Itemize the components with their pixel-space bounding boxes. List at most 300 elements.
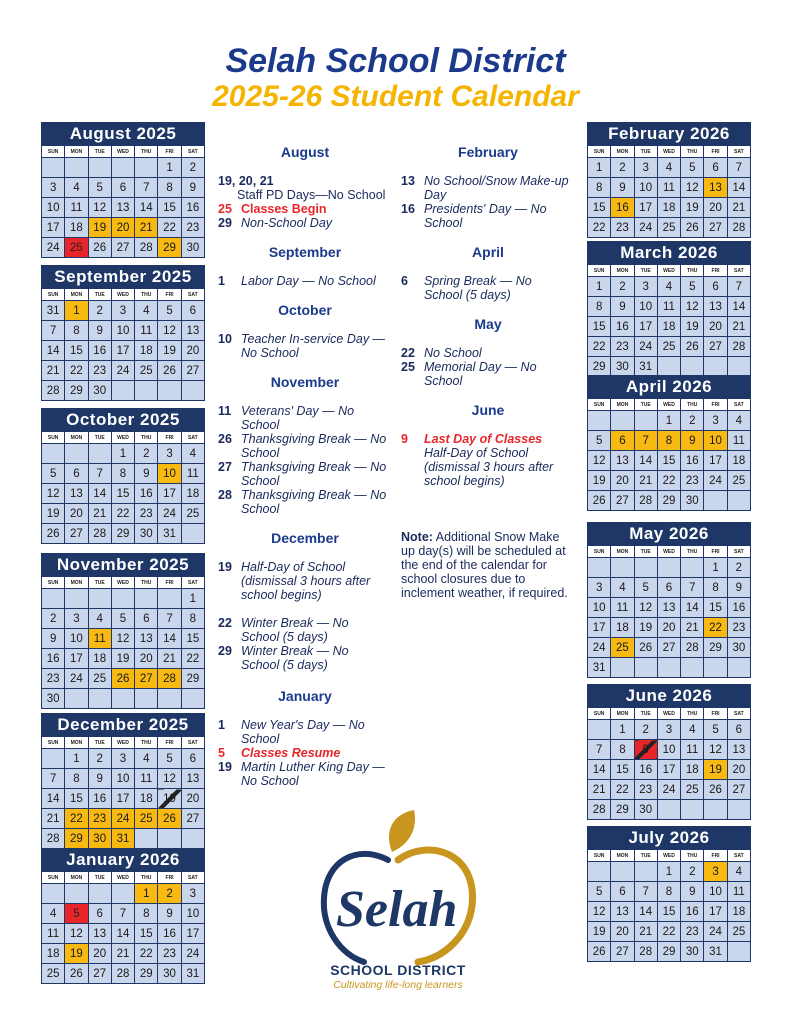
day-cell: 9 [727, 578, 750, 598]
day-cell: 30 [42, 689, 65, 709]
empty-day-cell [158, 381, 181, 401]
weekday-label: TUE [634, 708, 657, 720]
day-cell: 20 [88, 944, 111, 964]
day-cell: 27 [111, 238, 134, 258]
day-cell: 6 [727, 720, 750, 740]
empty-day-cell [88, 589, 111, 609]
empty-day-cell [65, 689, 88, 709]
day-cell: 19 [704, 760, 727, 780]
empty-day-cell [657, 558, 680, 578]
weekday-label: TUE [634, 265, 657, 277]
day-cell: 21 [158, 649, 181, 669]
section-october: October [278, 302, 332, 318]
day-cell: 12 [65, 924, 88, 944]
day-cell: 28 [588, 800, 611, 820]
week-row [588, 902, 751, 922]
day-cell: 4 [727, 411, 750, 431]
weekday-label: SUN [42, 432, 65, 444]
snow-makeup-note [401, 530, 573, 600]
day-cell: 28 [111, 964, 134, 984]
day-cell: 24 [704, 471, 727, 491]
weekday-label: SAT [727, 399, 750, 411]
empty-day-cell [727, 357, 750, 377]
weekday-label: SAT [181, 146, 204, 158]
day-cell: 12 [681, 178, 704, 198]
day-cell: 18 [135, 789, 158, 809]
day-cell: 17 [42, 218, 65, 238]
day-cell: 5 [158, 301, 181, 321]
day-cell: 29 [657, 942, 680, 962]
day-cell: 21 [135, 218, 158, 238]
day-cell: 24 [42, 238, 65, 258]
event-date: 9 [401, 432, 408, 446]
day-cell: 6 [657, 578, 680, 598]
day-cell: 17 [158, 484, 181, 504]
day-cell: 27 [611, 491, 634, 511]
week-row [588, 942, 751, 962]
week-row [42, 944, 205, 964]
month-grid [41, 871, 205, 984]
day-cell: 26 [42, 524, 65, 544]
day-cell: 7 [727, 158, 750, 178]
day-cell: 7 [88, 464, 111, 484]
section-august: August [280, 144, 330, 160]
weekday-label: TUE [88, 432, 111, 444]
weekday-row [42, 146, 205, 158]
weekday-label: WED [657, 850, 680, 862]
empty-day-cell [111, 158, 134, 178]
day-cell: 5 [588, 882, 611, 902]
day-cell: 21 [681, 618, 704, 638]
empty-day-cell [65, 884, 88, 904]
day-cell: 2 [681, 411, 704, 431]
event-thanksgiving-2 [218, 460, 390, 488]
month-header: September 2025 [41, 265, 205, 288]
day-cell: 11 [657, 178, 680, 198]
week-row [42, 629, 205, 649]
day-cell: 17 [634, 317, 657, 337]
empty-day-cell [681, 658, 704, 678]
event-thanksgiving-3 [218, 488, 390, 516]
event-text: Thanksgiving Break — No School [241, 488, 387, 516]
day-cell: 5 [704, 720, 727, 740]
empty-day-cell [588, 411, 611, 431]
event-text: Veterans' Day — No School [241, 404, 355, 432]
day-cell: 10 [704, 431, 727, 451]
day-cell: 22 [588, 218, 611, 238]
empty-day-cell [634, 862, 657, 882]
day-cell: 24 [181, 944, 204, 964]
weekday-label: SUN [42, 872, 65, 884]
day-cell: 30 [88, 829, 111, 849]
week-row [588, 618, 751, 638]
day-cell: 5 [65, 904, 88, 924]
empty-day-cell [727, 942, 750, 962]
day-cell: 27 [727, 780, 750, 800]
week-row [588, 471, 751, 491]
empty-day-cell [681, 800, 704, 820]
event-new-years [218, 718, 390, 746]
event-spring-break [401, 274, 573, 302]
event-text: Memorial Day — No School [424, 360, 537, 388]
day-cell: 21 [634, 471, 657, 491]
month-header: February 2026 [587, 122, 751, 145]
day-cell: 8 [657, 882, 680, 902]
weekday-label: FRI [704, 850, 727, 862]
empty-day-cell [42, 589, 65, 609]
weekday-row [42, 577, 205, 589]
weekday-label: MON [611, 546, 634, 558]
day-cell: 30 [88, 381, 111, 401]
empty-day-cell [657, 357, 680, 377]
empty-day-cell [588, 558, 611, 578]
empty-day-cell [681, 357, 704, 377]
day-cell: 3 [181, 884, 204, 904]
day-cell: 6 [65, 464, 88, 484]
month-calendar-december [41, 713, 205, 849]
day-cell: 7 [111, 904, 134, 924]
logo-tagline: Cultivating life-long learners [333, 979, 463, 991]
day-cell: 15 [135, 924, 158, 944]
day-cell: 28 [88, 524, 111, 544]
day-cell: 21 [42, 809, 65, 829]
day-cell: 25 [657, 218, 680, 238]
day-cell: 20 [181, 789, 204, 809]
day-cell: 11 [681, 740, 704, 760]
day-cell: 28 [42, 829, 65, 849]
weekday-row [42, 432, 205, 444]
weekday-label: FRI [158, 872, 181, 884]
empty-day-cell [704, 491, 727, 511]
event-presidents-day [401, 202, 573, 230]
empty-day-cell [588, 720, 611, 740]
day-cell: 3 [704, 862, 727, 882]
day-cell: 7 [135, 178, 158, 198]
day-cell: 2 [88, 749, 111, 769]
week-row [42, 964, 205, 984]
event-date: 19 [218, 760, 232, 774]
day-cell: 10 [42, 198, 65, 218]
day-cell: 12 [588, 902, 611, 922]
event-half-day-june [401, 446, 573, 488]
month-header: December 2025 [41, 713, 205, 736]
week-row [588, 922, 751, 942]
day-cell: 31 [704, 942, 727, 962]
day-cell: 9 [681, 882, 704, 902]
event-date: 25 [401, 360, 415, 374]
day-cell: 13 [111, 198, 134, 218]
weekday-label: WED [111, 289, 134, 301]
event-text: No School/Snow Make-up Day [424, 174, 569, 202]
week-row [42, 669, 205, 689]
empty-day-cell [181, 689, 204, 709]
day-cell: 14 [42, 341, 65, 361]
day-cell: 31 [588, 658, 611, 678]
month-grid [587, 545, 751, 678]
weekday-label: SUN [588, 399, 611, 411]
month-calendar-november [41, 553, 205, 709]
day-cell: 13 [611, 902, 634, 922]
day-cell: 13 [65, 484, 88, 504]
event-date: 22 [218, 616, 232, 630]
day-cell: 28 [727, 218, 750, 238]
weekday-label: TUE [88, 737, 111, 749]
day-cell: 21 [88, 504, 111, 524]
weekday-label: FRI [158, 737, 181, 749]
week-row [588, 317, 751, 337]
day-cell: 10 [634, 297, 657, 317]
day-cell: 3 [42, 178, 65, 198]
month-grid [587, 264, 751, 377]
day-cell: 19 [88, 218, 111, 238]
section-november: November [270, 374, 340, 390]
day-cell: 23 [727, 618, 750, 638]
weekday-label: WED [657, 399, 680, 411]
day-cell: 4 [727, 862, 750, 882]
week-row [588, 658, 751, 678]
weekday-label: TUE [88, 577, 111, 589]
week-row [42, 361, 205, 381]
day-cell: 26 [111, 669, 134, 689]
day-cell: 1 [135, 884, 158, 904]
day-cell: 26 [588, 942, 611, 962]
event-teacher-inservice [218, 332, 390, 360]
weekday-label: SAT [181, 577, 204, 589]
empty-day-cell [88, 884, 111, 904]
week-row [42, 218, 205, 238]
day-cell: 8 [588, 178, 611, 198]
event-classes-resume [218, 746, 390, 760]
day-cell: 25 [727, 471, 750, 491]
day-cell: 19 [588, 471, 611, 491]
day-cell: 14 [727, 297, 750, 317]
event-text: Staff PD Days—No School [237, 188, 386, 202]
weekday-label: FRI [704, 708, 727, 720]
weekday-label: MON [65, 737, 88, 749]
week-row [42, 198, 205, 218]
weekday-label: MON [65, 289, 88, 301]
week-row [588, 800, 751, 820]
day-cell: 6 [611, 882, 634, 902]
day-cell: 14 [588, 760, 611, 780]
event-text: Non-School Day [241, 216, 333, 230]
empty-day-cell [88, 158, 111, 178]
logo-wordmark: Selah [336, 881, 458, 938]
weekday-label: WED [657, 146, 680, 158]
event-text: Winter Break — No School (5 days) [241, 644, 349, 672]
day-cell: 24 [657, 780, 680, 800]
day-cell: 24 [588, 638, 611, 658]
day-cell: 25 [135, 361, 158, 381]
day-cell: 9 [681, 431, 704, 451]
event-winter-break-1 [218, 616, 390, 644]
day-cell: 7 [634, 431, 657, 451]
day-cell: 4 [681, 720, 704, 740]
day-cell: 14 [727, 178, 750, 198]
week-row [42, 301, 205, 321]
empty-day-cell [135, 589, 158, 609]
event-staff-pd [218, 174, 390, 202]
weekday-label: SUN [42, 737, 65, 749]
day-cell: 15 [588, 317, 611, 337]
event-text: Classes Begin [241, 202, 327, 216]
day-cell: 13 [135, 629, 158, 649]
logo-school-district: SCHOOL DISTRICT [330, 962, 466, 978]
day-cell: 3 [634, 277, 657, 297]
day-cell: 6 [135, 609, 158, 629]
day-cell: 23 [135, 504, 158, 524]
event-text: Thanksgiving Break — No School [241, 460, 387, 488]
empty-day-cell [588, 862, 611, 882]
day-cell: 24 [634, 218, 657, 238]
note-label: Note: [401, 530, 433, 544]
week-row [588, 451, 751, 471]
weekday-label: THU [681, 546, 704, 558]
week-row [42, 381, 205, 401]
day-cell: 2 [634, 720, 657, 740]
weekday-label: THU [681, 708, 704, 720]
event-text: Thanksgiving Break — No School [241, 432, 387, 460]
month-header: November 2025 [41, 553, 205, 576]
day-cell: 12 [111, 629, 134, 649]
event-date: 29 [218, 216, 232, 230]
day-cell: 16 [634, 760, 657, 780]
day-cell: 1 [111, 444, 134, 464]
weekday-label: WED [657, 265, 680, 277]
weekday-label: MON [611, 708, 634, 720]
day-cell: 19 [158, 341, 181, 361]
day-cell: 27 [657, 638, 680, 658]
day-cell: 24 [158, 504, 181, 524]
month-grid [587, 145, 751, 238]
week-row [588, 297, 751, 317]
month-grid [41, 576, 205, 709]
day-cell: 28 [158, 669, 181, 689]
day-cell: 23 [611, 337, 634, 357]
day-cell: 19 [681, 317, 704, 337]
weekday-label: TUE [634, 399, 657, 411]
day-cell: 24 [704, 922, 727, 942]
empty-day-cell [135, 689, 158, 709]
empty-day-cell [135, 381, 158, 401]
empty-day-cell [135, 829, 158, 849]
day-cell: 25 [657, 337, 680, 357]
day-cell: 9 [158, 904, 181, 924]
day-cell: 8 [158, 178, 181, 198]
day-cell: 29 [158, 238, 181, 258]
week-row [588, 760, 751, 780]
section-april: April [472, 244, 504, 260]
day-cell: 28 [135, 238, 158, 258]
day-cell: 10 [657, 740, 680, 760]
day-cell: 18 [135, 341, 158, 361]
event-date: 29 [218, 644, 232, 658]
event-thanksgiving-1 [218, 432, 390, 460]
day-cell: 16 [611, 317, 634, 337]
week-row [42, 464, 205, 484]
day-cell: 21 [588, 780, 611, 800]
day-cell: 21 [634, 922, 657, 942]
day-cell: 1 [588, 158, 611, 178]
week-row [42, 924, 205, 944]
day-cell: 14 [135, 198, 158, 218]
day-cell: 9 [611, 297, 634, 317]
day-cell: 15 [657, 902, 680, 922]
day-cell: 16 [681, 451, 704, 471]
month-calendar-september [41, 265, 205, 401]
event-date: 11 [218, 404, 232, 418]
day-cell: 5 [158, 749, 181, 769]
day-cell: 17 [634, 198, 657, 218]
day-cell: 13 [727, 740, 750, 760]
empty-day-cell [704, 800, 727, 820]
weekday-label: THU [135, 872, 158, 884]
event-classes-begin [218, 202, 390, 216]
day-cell: 11 [181, 464, 204, 484]
day-cell: 22 [181, 649, 204, 669]
day-cell: 12 [88, 198, 111, 218]
day-cell: 22 [65, 809, 88, 829]
day-cell: 12 [42, 484, 65, 504]
day-cell: 1 [181, 589, 204, 609]
calendar-title: 2025-26 Student Calendar [212, 80, 579, 113]
event-mlk-day [218, 760, 390, 788]
day-cell: 14 [88, 484, 111, 504]
weekday-label: THU [681, 399, 704, 411]
day-cell: 29 [181, 669, 204, 689]
week-row [42, 649, 205, 669]
day-cell: 1 [65, 749, 88, 769]
day-cell: 18 [727, 451, 750, 471]
day-cell: 11 [88, 629, 111, 649]
month-header: April 2026 [587, 375, 751, 398]
day-cell: 26 [88, 238, 111, 258]
day-cell: 2 [611, 277, 634, 297]
empty-day-cell [42, 884, 65, 904]
event-text: Last Day of Classes [424, 432, 543, 446]
day-cell: 4 [181, 444, 204, 464]
day-cell: 18 [657, 317, 680, 337]
day-cell: 9 [611, 178, 634, 198]
day-cell: 11 [727, 882, 750, 902]
empty-day-cell [111, 381, 134, 401]
day-cell: 7 [42, 321, 65, 341]
day-cell: 28 [727, 337, 750, 357]
weekday-label: MON [65, 146, 88, 158]
day-cell: 15 [65, 341, 88, 361]
day-cell: 2 [727, 558, 750, 578]
day-cell: 6 [181, 301, 204, 321]
day-cell: 9 [88, 321, 111, 341]
day-cell: 29 [704, 638, 727, 658]
weekday-label: WED [657, 708, 680, 720]
day-cell: 2 [135, 444, 158, 464]
day-cell: 17 [657, 760, 680, 780]
week-row [588, 780, 751, 800]
empty-day-cell [727, 800, 750, 820]
weekday-row [588, 708, 751, 720]
weekday-label: SAT [727, 146, 750, 158]
day-cell: 24 [65, 669, 88, 689]
day-cell: 15 [611, 760, 634, 780]
day-cell: 30 [634, 800, 657, 820]
day-cell: 19 [681, 198, 704, 218]
day-cell: 2 [88, 301, 111, 321]
day-cell: 23 [634, 780, 657, 800]
empty-day-cell [727, 491, 750, 511]
weekday-label: FRI [704, 265, 727, 277]
weekday-label: FRI [704, 399, 727, 411]
